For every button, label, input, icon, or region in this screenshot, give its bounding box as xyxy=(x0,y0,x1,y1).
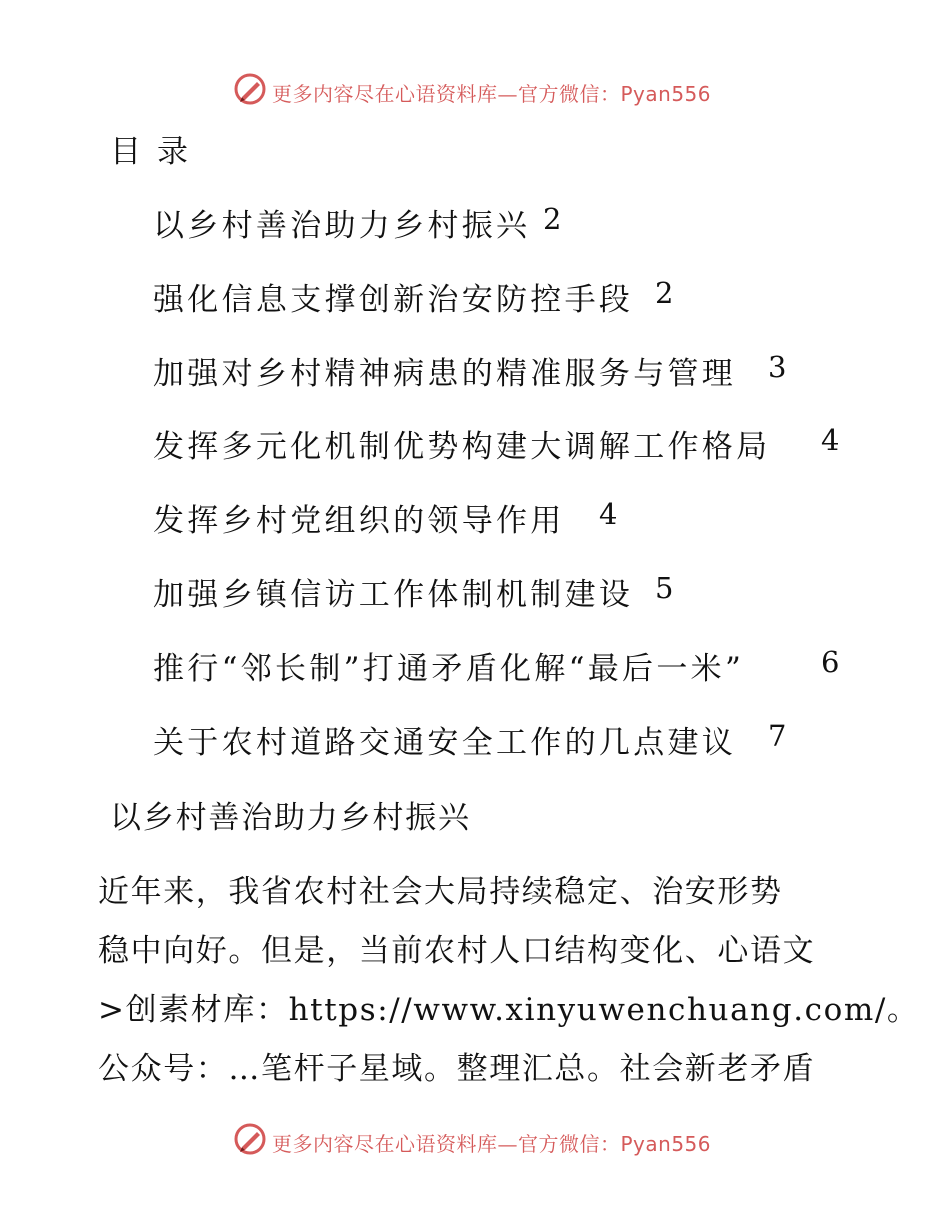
toc-entry-title: 强化信息支撑创新治安防控手段 xyxy=(153,282,634,318)
toc-entry-title: 发挥多元化机制优势构建大调解工作格局 xyxy=(153,429,771,465)
toc-entry-title: 加强对乡村精神病患的精准服务与管理 xyxy=(153,356,737,392)
toc-entry[interactable] xyxy=(153,643,853,687)
pen-logo-icon xyxy=(233,72,267,106)
paragraph-line: 公众号：…笔杆子星域。整理汇总。社会新老矛盾 xyxy=(98,1051,816,1087)
toc-entry-title: 关于农村道路交通安全工作的几点建议 xyxy=(153,725,737,761)
toc-entry-title: 推行“邻长制”打通矛盾化解“最后一米” xyxy=(153,651,745,687)
watermark-wechat-id: Pyan556 xyxy=(620,1132,712,1156)
toc-entry-page: 4 xyxy=(821,423,840,457)
toc-heading: 目录 xyxy=(110,134,204,170)
toc-entry-page: 4 xyxy=(599,497,618,531)
toc-entry[interactable] xyxy=(153,495,853,539)
paragraph-line: 稳中向好。但是，当前农村人口结构变化、心语文 xyxy=(98,933,816,969)
toc-entry[interactable] xyxy=(153,348,853,392)
toc-entry-page: 6 xyxy=(821,645,840,679)
toc-entry[interactable] xyxy=(153,421,853,465)
section-title: 以乡村善治助力乡村振兴 xyxy=(110,800,471,836)
toc-entry-title: 发挥乡村党组织的领导作用 xyxy=(153,503,565,539)
paragraph-line: >创素材库：https://www.xinyuwenchuang.com/。 xyxy=(98,992,920,1028)
toc-entry-page: 7 xyxy=(768,719,787,753)
toc-entry[interactable] xyxy=(153,569,853,613)
toc-entry-page: 5 xyxy=(655,571,674,605)
paragraph-line: 近年来，我省农村社会大局持续稳定、治安形势 xyxy=(98,874,783,910)
toc-entry-page: 3 xyxy=(768,350,787,384)
watermark-text: 更多内容尽在心语资料库—官方微信：Pyan556 xyxy=(272,1132,712,1156)
toc-entry-title: 以乡村善治助力乡村振兴 xyxy=(153,208,531,244)
toc-entry-title: 加强乡镇信访工作体制机制建设 xyxy=(153,577,634,613)
watermark-text: 更多内容尽在心语资料库—官方微信：Pyan556 xyxy=(272,82,712,106)
toc-entry-page: 2 xyxy=(543,202,562,236)
watermark-footer xyxy=(0,1120,950,1160)
watermark-wechat-id: Pyan556 xyxy=(620,82,712,106)
toc-entry[interactable] xyxy=(153,717,853,761)
toc-entry[interactable] xyxy=(153,274,853,318)
pen-logo-icon xyxy=(233,1122,267,1156)
watermark-header xyxy=(0,70,950,110)
toc-entry[interactable] xyxy=(153,200,853,244)
toc-entry-page: 2 xyxy=(655,276,674,310)
